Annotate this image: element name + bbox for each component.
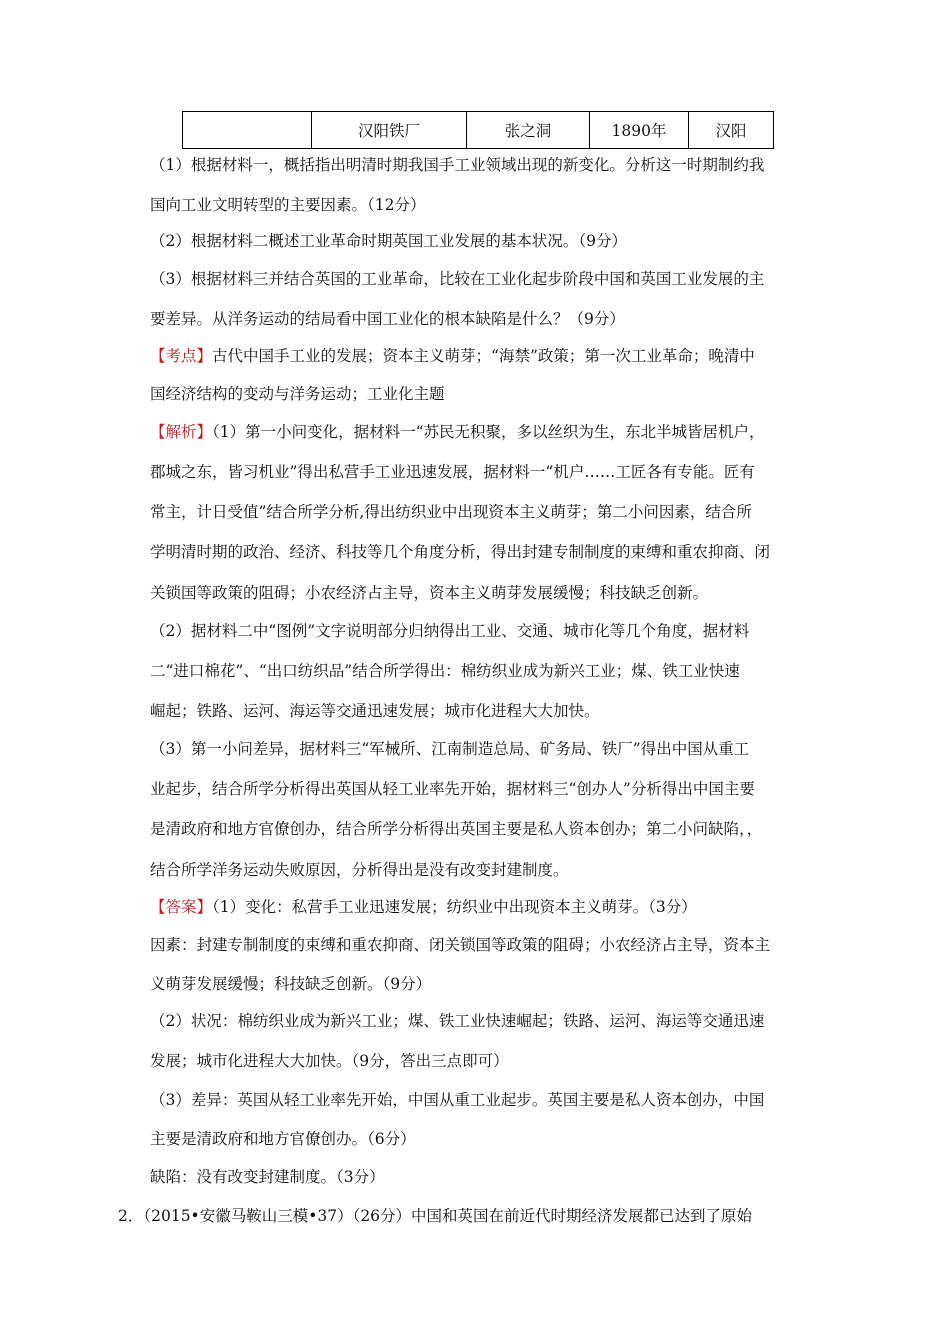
kaodian-line <box>150 345 755 367</box>
daan-text: （1）变化：私营手工业迅速发展；纺织业中出现资本主义萌芽。（3分） <box>212 898 697 916</box>
daan-line <box>150 896 697 918</box>
table-cell <box>183 112 312 149</box>
table-cell: 汉阳 <box>689 112 774 149</box>
kaodian-line: 国经济结构的变动与洋务运动；工业化主题 <box>150 385 445 403</box>
jiexi-line: 业起步，结合所学分析得出英国从轻工业率先开始，据材料三“创办人”分析得出中国主要 <box>150 780 755 798</box>
kaodian-tag: 【考点】 <box>150 347 213 365</box>
question-line: （2）根据材料二概述工业革命时期英国工业发展的基本状况。（9分） <box>150 232 627 250</box>
jiexi-line: 关锁国等政策的阻碍；小农经济占主导，资本主义萌芽发展缓慢；科技缺乏创新。 <box>150 584 709 602</box>
table-cell: 汉阳铁厂 <box>312 112 467 149</box>
jiexi-line: （3）第一小问差异，据材料三“军械所、江南制造总局、矿务局、铁厂”得出中国从重工 <box>150 740 750 758</box>
daan-line: （2）状况：棉纺织业成为新兴工业；煤、铁工业快速崛起；铁路、运河、海运等交通迅速 <box>150 1012 765 1030</box>
jiexi-line: 二“进口棉花”、“出口纺织品”结合所学得出：棉纺织业成为新兴工业；煤、铁工业快速 <box>150 662 740 680</box>
daan-line: 义萌芽发展缓慢；科技缺乏创新。（9分） <box>150 975 432 993</box>
factory-table <box>182 111 774 149</box>
jiexi-line <box>150 421 765 443</box>
jiexi-text: （1）第一小问变化，据材料一“苏民无积聚，多以丝织为生，东北半城皆居机户， <box>212 423 765 441</box>
daan-line: 主要是清政府和地方官僚创办。（6分） <box>150 1130 416 1148</box>
table-row <box>183 112 774 149</box>
jiexi-tag: 【解析】 <box>150 423 213 441</box>
jiexi-line: 崛起；铁路、运河、海运等交通迅速发展；城市化进程大大加快。 <box>150 702 600 720</box>
table-cell: 1890年 <box>590 112 689 149</box>
question-2-line: 2．（2015•安徽马鞍山三模•37）（26分）中国和英国在前近代时期经济发展都已达到了原始 <box>118 1207 753 1225</box>
daan-line: 缺陷：没有改变封建制度。（3分） <box>150 1168 385 1186</box>
question-line: （3）根据材料三并结合英国的工业革命，比较在工业化起步阶段中国和英国工业发展的主 <box>150 270 765 288</box>
kaodian-text: 古代中国手工业的发展；资本主义萌芽；“海禁”政策；第一次工业革命；晚清中 <box>212 347 755 365</box>
jiexi-line: 结合所学洋务运动失败原因，分析得出是没有改变封建制度。 <box>150 861 569 879</box>
daan-line: （3）差异：英国从轻工业率先开始，中国从重工业起步。英国主要是私人资本创办，中国 <box>150 1091 765 1109</box>
question-line: （1）根据材料一，概括指出明清时期我国手工业领域出现的新变化。分析这一时期制约我 <box>150 156 765 174</box>
daan-tag: 【答案】 <box>150 898 213 916</box>
question-line: 国向工业文明转型的主要因素。（12分） <box>150 196 426 214</box>
jiexi-line: 常主，计日受值”结合所学分析,得出纺织业中出现资本主义萌芽；第二小问因素，结合所 <box>150 503 752 521</box>
question-line: 要差异。从洋务运动的结局看中国工业化的根本缺陷是什么？（9分） <box>150 310 625 328</box>
table-cell: 张之洞 <box>467 112 590 149</box>
daan-line: 因素：封建专制制度的束缚和重农抑商、闭关锁国等政策的阻碍；小农经济占主导，资本主 <box>150 936 771 954</box>
jiexi-line: 是清政府和地方官僚创办，结合所学分析得出英国主要是私人资本创办；第二小问缺陷，， <box>150 820 763 838</box>
jiexi-line: （2）据材料二中“图例”文字说明部分归纳得出工业、交通、城市化等几个角度，据材料 <box>150 622 750 640</box>
jiexi-line: 学明清时期的政治、经济、科技等几个角度分析，得出封建专制制度的束缚和重农抑商、闭 <box>150 543 771 561</box>
jiexi-line: 郡城之东，皆习机业”得出私营手工业迅速发展，据材料一“机户……工匠各有专能。匠有 <box>150 463 755 481</box>
daan-line: 发展；城市化进程大大加快。（9分，答出三点即可） <box>150 1052 509 1070</box>
